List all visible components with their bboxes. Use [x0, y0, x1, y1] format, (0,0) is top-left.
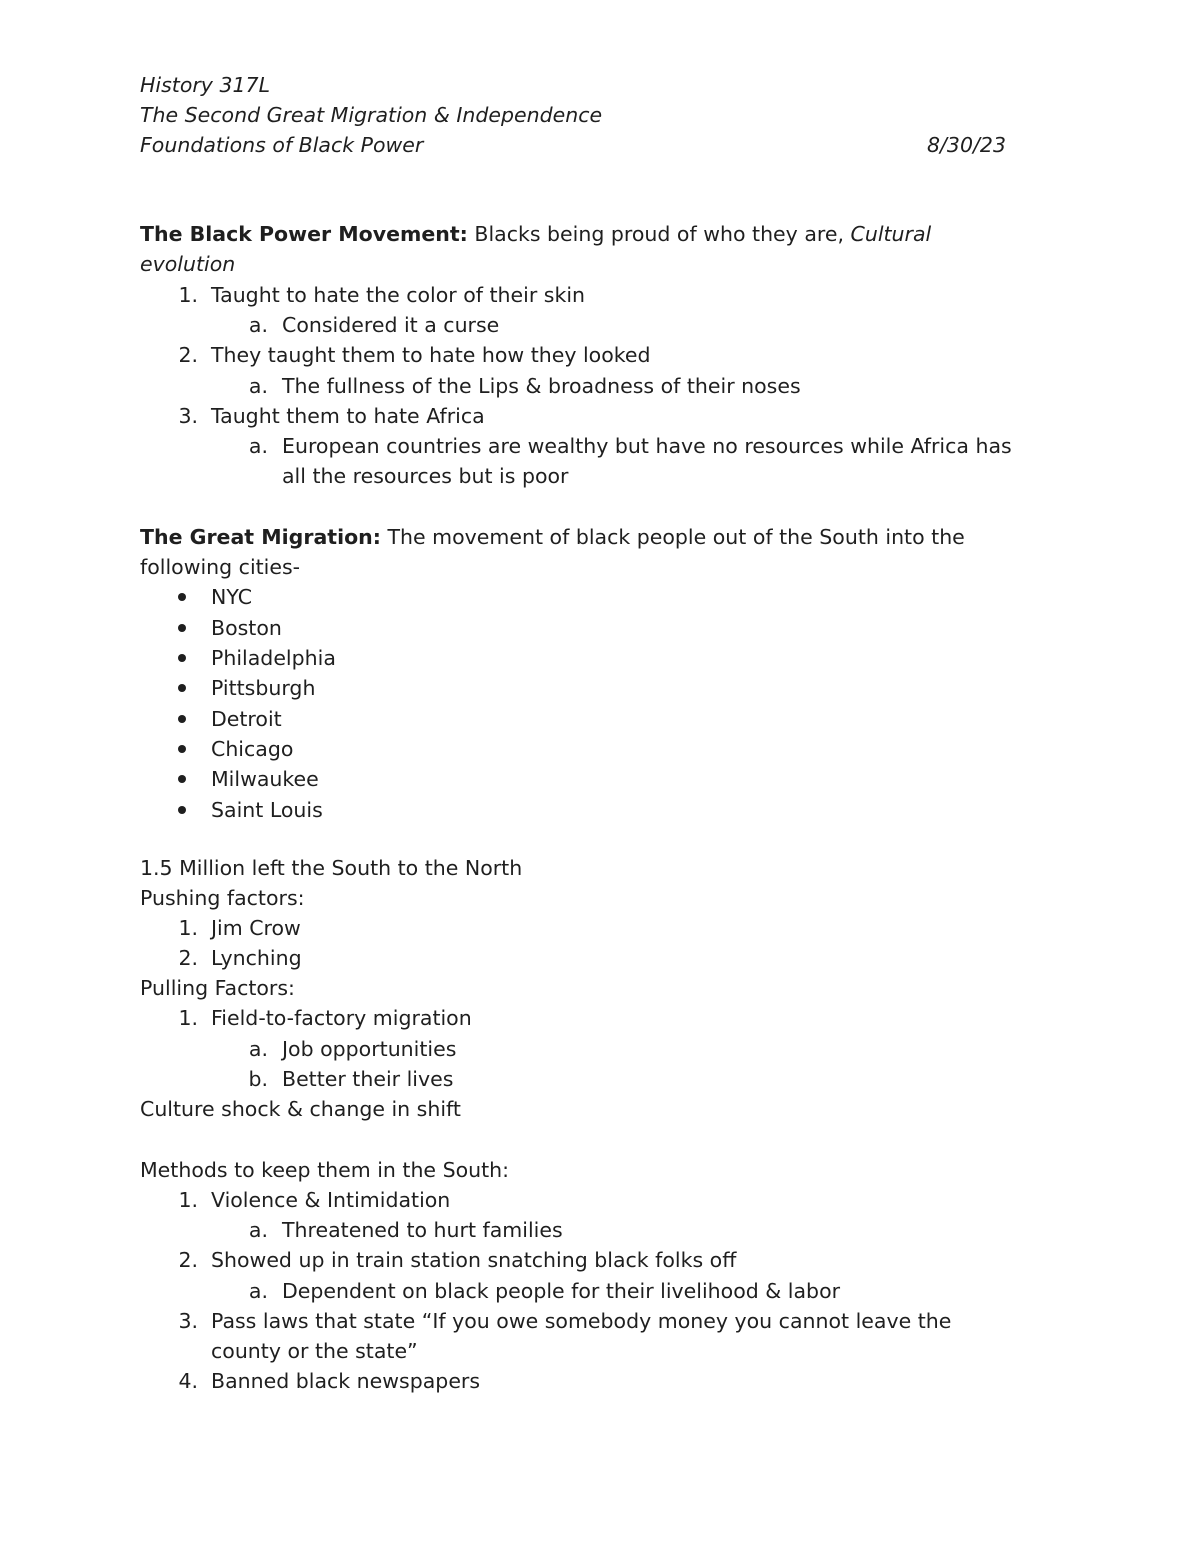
list-item: Jim Crow [211, 916, 301, 940]
lecture-date: 8/30/23 [926, 133, 1006, 157]
city-item: Chicago [211, 737, 294, 761]
sublist-item: Threatened to hurt families [282, 1218, 563, 1242]
bullet-icon [178, 715, 186, 723]
black-power-term: The Black Power Movement: [140, 222, 468, 246]
list-marker: 2. [178, 343, 198, 367]
list-marker: 4. [178, 1369, 198, 1393]
black-power-definition-text: Blacks being proud of who they are, [474, 222, 851, 246]
list-marker: 3. [178, 404, 198, 428]
migration-stat: 1.5 Million left the South to the North [140, 856, 523, 880]
bullet-icon [178, 654, 186, 662]
sublist-marker: a. [248, 434, 268, 458]
bullet-icon [178, 684, 186, 692]
pulling-factors-label: Pulling Factors: [140, 976, 295, 1000]
sublist-item: European countries are wealthy but have no resources while Africa has [282, 434, 1012, 458]
bullet-icon [178, 745, 186, 753]
list-marker: 1. [178, 283, 198, 307]
city-item: Detroit [211, 707, 282, 731]
list-item-cont: county or the state” [211, 1339, 418, 1363]
course-title: History 317L [140, 73, 270, 97]
list-marker: 1. [178, 1188, 198, 1212]
sublist-marker: a. [248, 313, 268, 337]
sublist-marker: a. [248, 374, 268, 398]
sublist-item: Job opportunities [282, 1037, 457, 1061]
great-migration-definition-text: The movement of black people out of the South into the [387, 525, 965, 549]
list-item: Pass laws that state “If you owe somebody money you cannot leave the [211, 1309, 952, 1333]
list-item: Violence & Intimidation [211, 1188, 451, 1212]
sublist-marker: a. [248, 1279, 268, 1303]
black-power-definition-italic: Cultural [850, 222, 932, 246]
lecture-topic: Foundations of Black Power [140, 133, 424, 157]
city-item: NYC [211, 585, 253, 609]
sublist-marker: a. [248, 1218, 268, 1242]
list-item: Showed up in train station snatching black folks off [211, 1248, 737, 1272]
list-item: Taught them to hate Africa [211, 404, 485, 428]
culture-note: Culture shock & change in shift [140, 1097, 461, 1121]
methods-label: Methods to keep them in the South: [140, 1158, 510, 1182]
list-item: Field-to-factory migration [211, 1006, 472, 1030]
sublist-item: The fullness of the Lips & broadness of their noses [282, 374, 801, 398]
city-item: Saint Louis [211, 798, 323, 822]
sublist-marker: b. [248, 1067, 268, 1091]
sublist-item: Dependent on black people for their livelihood & labor [282, 1279, 841, 1303]
sublist-item-cont: all the resources but is poor [282, 464, 569, 488]
black-power-definition [140, 219, 931, 249]
list-marker: 3. [178, 1309, 198, 1333]
sublist-marker: a. [248, 1037, 268, 1061]
list-marker: 1. [178, 1006, 198, 1030]
list-marker: 2. [178, 1248, 198, 1272]
list-item: Lynching [211, 946, 302, 970]
bullet-icon [178, 624, 186, 632]
bullet-icon [178, 806, 186, 814]
list-item: They taught them to hate how they looked [211, 343, 651, 367]
great-migration-definition-cont: following cities- [140, 555, 301, 579]
pushing-factors-label: Pushing factors: [140, 886, 305, 910]
list-item: Banned black newspapers [211, 1369, 481, 1393]
city-item: Philadelphia [211, 646, 336, 670]
city-item: Pittsburgh [211, 676, 316, 700]
black-power-definition-cont: evolution [140, 252, 236, 276]
lecture-title: The Second Great Migration & Independence [140, 103, 603, 127]
great-migration-term: The Great Migration: [140, 525, 381, 549]
bullet-icon [178, 775, 186, 783]
city-item: Milwaukee [211, 767, 319, 791]
sublist-item: Considered it a curse [282, 313, 500, 337]
list-marker: 1. [178, 916, 198, 940]
list-marker: 2. [178, 946, 198, 970]
sublist-item: Better their lives [282, 1067, 454, 1091]
list-item: Taught to hate the color of their skin [211, 283, 586, 307]
great-migration-definition [140, 522, 965, 552]
bullet-icon [178, 593, 186, 601]
city-item: Boston [211, 616, 282, 640]
